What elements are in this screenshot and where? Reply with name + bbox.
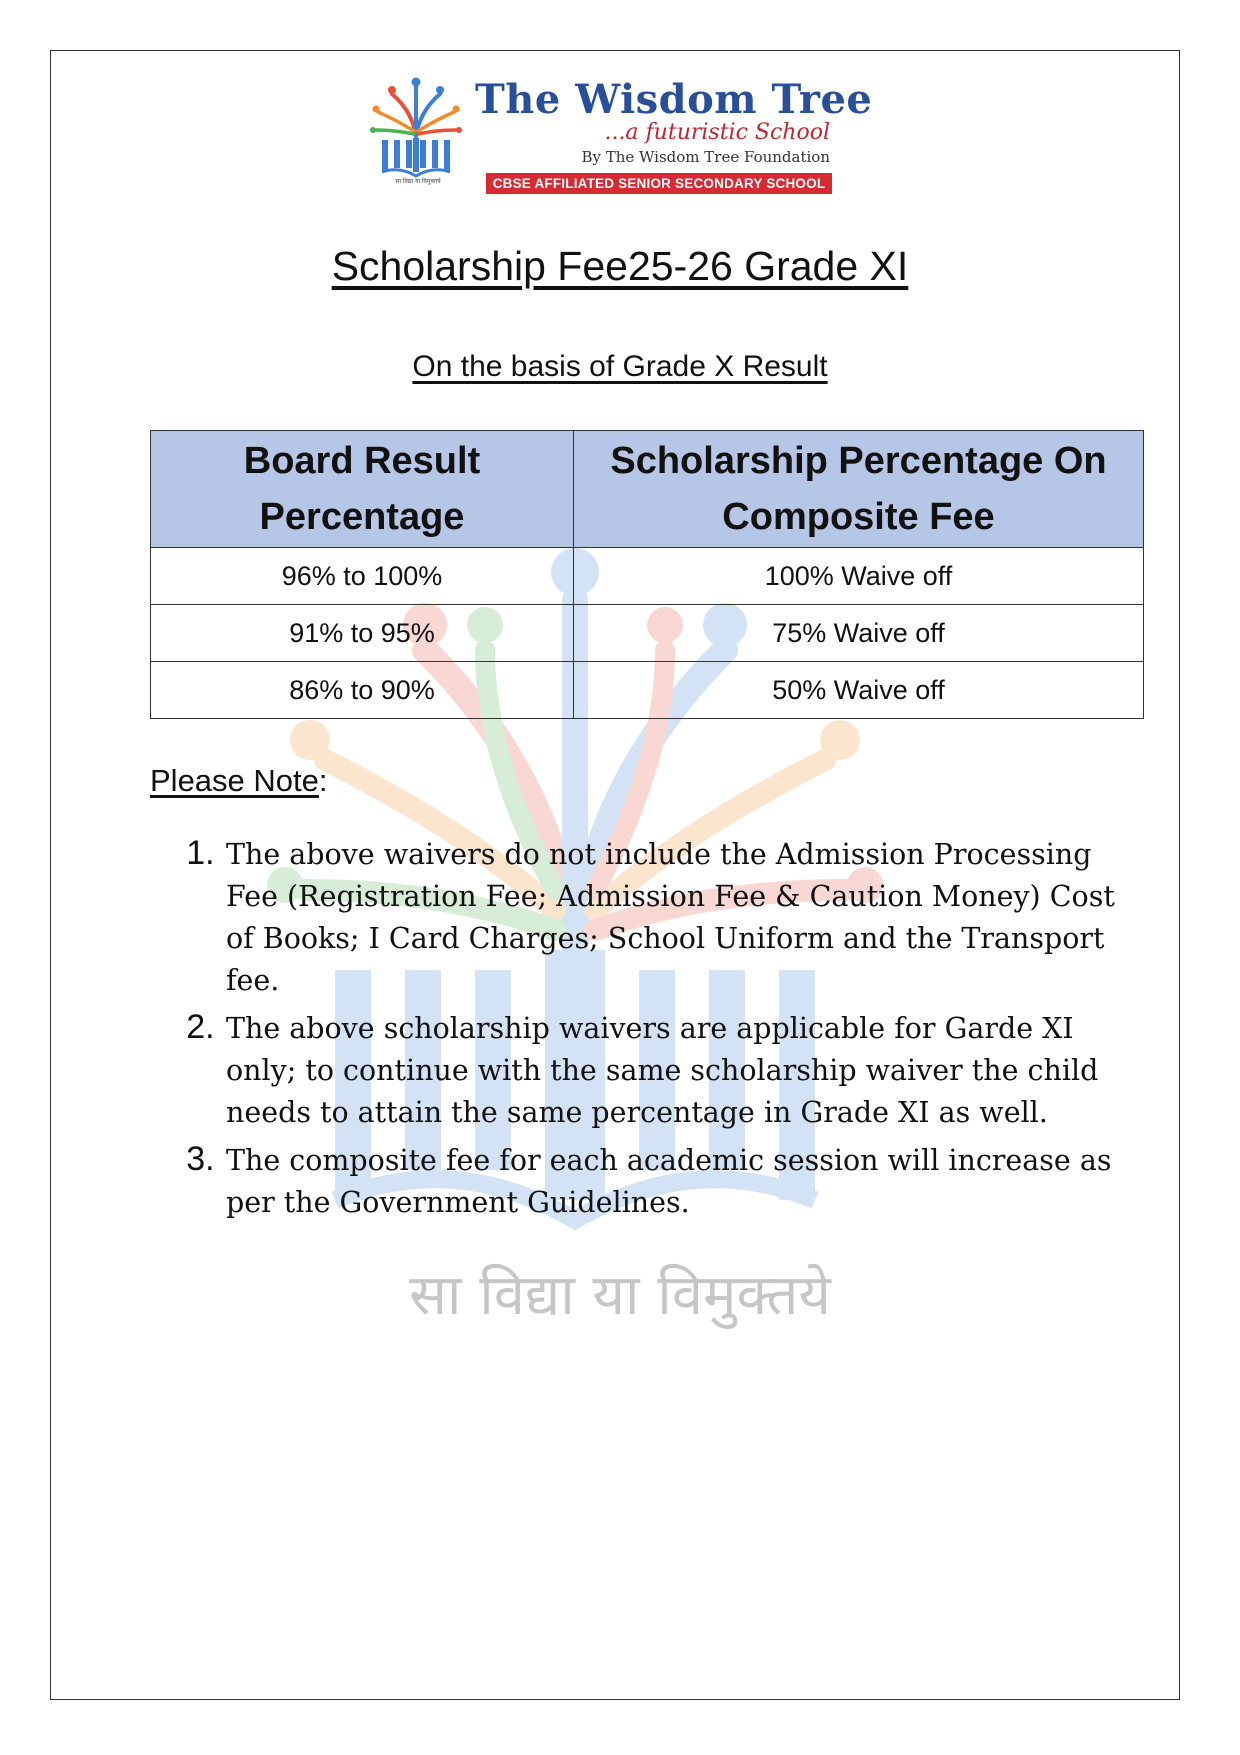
notes-list	[186, 832, 1124, 1228]
logo-motto: सा विद्या या विमुक्तये	[395, 178, 441, 185]
notes-heading-colon: :	[318, 763, 328, 798]
cell-waiver: 50% Waive off	[574, 662, 1144, 719]
table-header-row	[151, 431, 1144, 548]
affiliation-badge: CBSE AFFILIATED SENIOR SECONDARY SCHOOL	[486, 173, 832, 194]
table-row	[151, 548, 1144, 605]
cell-result-range: 91% to 95%	[151, 605, 574, 662]
cell-result-range: 86% to 90%	[151, 662, 574, 719]
column-header-board-result: Board Result Percentage	[151, 431, 574, 548]
cell-result-range: 96% to 100%	[151, 548, 574, 605]
note-item: 2. The above scholarship waivers are applicable for Garde XI only; to continue with the same scholarship waiver the child needs to attain the same percentage in Grade XI as well.	[224, 1006, 1124, 1134]
column-header-scholarship: Scholarship Percentage On Composite Fee	[574, 431, 1144, 548]
cell-waiver: 75% Waive off	[574, 605, 1144, 662]
table-row	[151, 605, 1144, 662]
page-title: Scholarship Fee25-26 Grade XI	[331, 243, 909, 289]
cell-waiver: 100% Waive off	[574, 548, 1144, 605]
school-name: The Wisdom Tree	[475, 76, 873, 123]
page-subtitle: On the basis of Grade X Result	[412, 350, 828, 383]
foundation-line: By The Wisdom Tree Foundation	[581, 148, 830, 166]
table-row	[151, 662, 1144, 719]
note-item: 3. The composite fee for each academic session will increase as per the Government Guidelines.	[224, 1138, 1124, 1224]
tree-of-people-logo-icon	[368, 76, 464, 188]
watermark-motto: सा विद्या या विमुक्तये	[409, 1263, 831, 1328]
school-tagline: ...a futuristic School	[604, 120, 830, 145]
notes-heading	[150, 763, 328, 799]
notes-heading-text: Please Note	[150, 763, 319, 798]
note-item: 1. The above waivers do not include the Admission Processing Fee (Registration Fee; Admission Fee & Caution Money) Cost of Books; I Card Charges; School Uniform and the Transport fee.	[224, 832, 1124, 1002]
scholarship-table	[150, 430, 1144, 719]
